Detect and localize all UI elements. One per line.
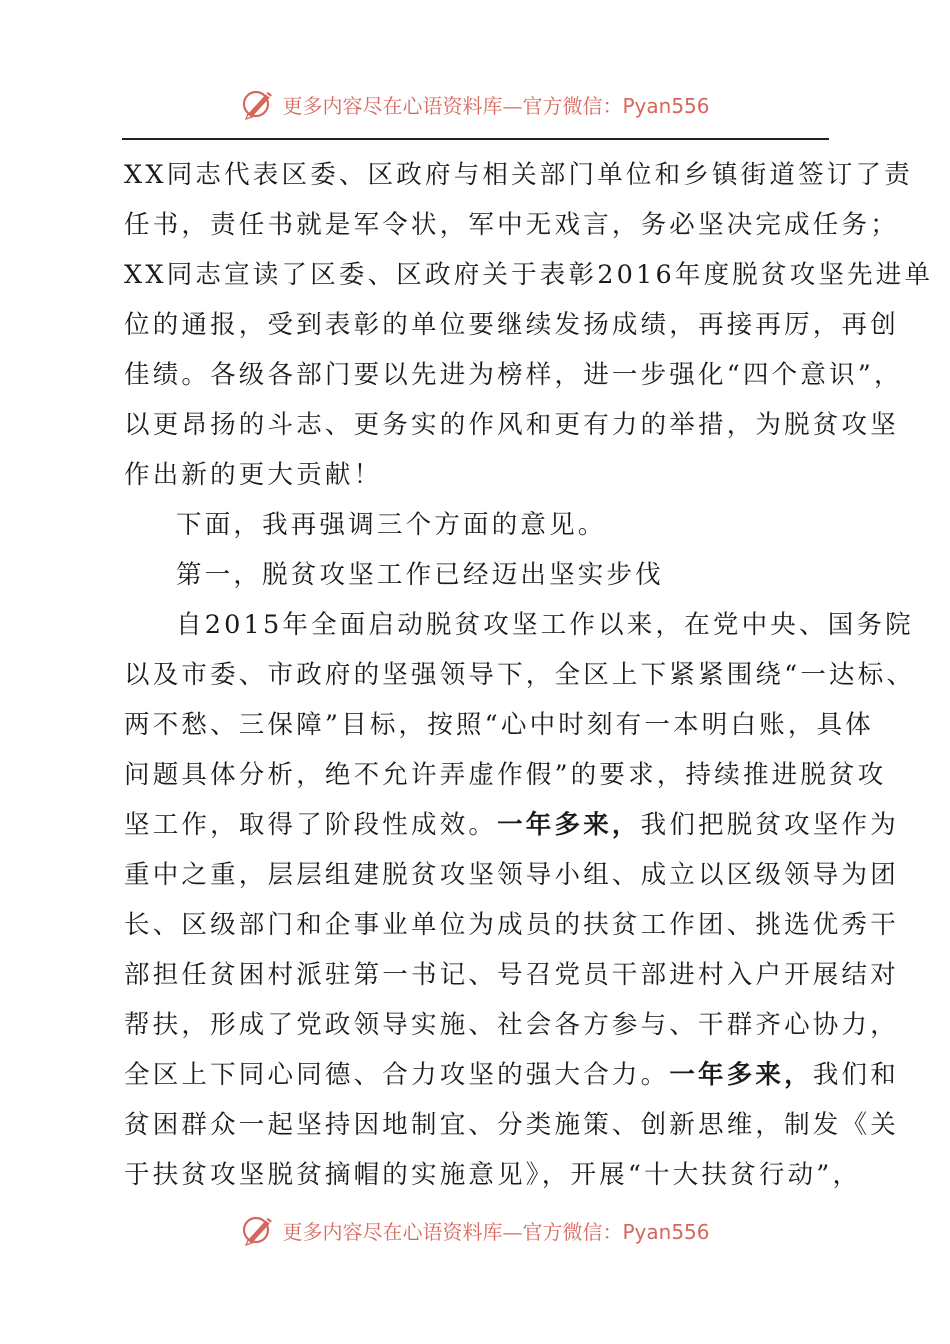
body-line: XX同志代表区委、区政府与相关部门单位和乡镇街道签订了责 xyxy=(124,160,913,190)
body-line: 长、区级部门和企事业单位为成员的扶贫工作团、挑选优秀干 xyxy=(124,910,899,940)
bold-lead-phrase: 一年多来， xyxy=(669,1060,813,1090)
footer-banner-text xyxy=(282,1216,709,1245)
footer-banner-label: 更多内容尽在心语资料库—官方微信： xyxy=(282,1219,623,1244)
document-body xyxy=(124,150,934,1200)
body-line: 部担任贫困村派驻第一书记、号召党员干部进村入户开展结对 xyxy=(124,960,899,990)
paragraph-intro: 下面，我再强调三个方面的意见。 xyxy=(176,510,607,540)
body-text: 全区上下同心同德、合力攻坚的强大合力。 xyxy=(124,1060,670,1090)
body-line: 作出新的更大贡献！ xyxy=(124,460,383,490)
body-line xyxy=(124,800,899,850)
body-line: 于扶贫攻坚脱贫摘帽的实施意见》，开展“十大扶贫行动”， xyxy=(124,1160,862,1190)
header-banner-text xyxy=(282,90,709,119)
bold-lead-phrase: 一年多来， xyxy=(497,810,641,840)
body-line: 两不愁、三保障”目标，按照“心中时刻有一本明白账，具体 xyxy=(124,710,874,740)
body-line: 位的通报，受到表彰的单位要继续发扬成绩，再接再厉，再创 xyxy=(124,310,899,340)
header-wechat-handle: Pyan556 xyxy=(622,93,710,118)
body-line: 重中之重，层层组建脱贫攻坚领导小组、成立以区级领导为团 xyxy=(124,860,899,890)
body-line: 贫困群众一起坚持因地制宜、分类施策、创新思维，制发《关 xyxy=(124,1110,899,1140)
body-line: 帮扶，形成了党政领导实施、社会各方参与、干群齐心协力， xyxy=(124,1010,899,1040)
body-line: 以更昂扬的斗志、更务实的作风和更有力的举措，为脱贫攻坚 xyxy=(124,410,899,440)
body-line: 佳绩。各级各部门要以先进为榜样，进一步强化“四个意识”， xyxy=(124,360,903,390)
body-line: 问题具体分析，绝不允许弄虚作假”的要求，持续推进脱贫攻 xyxy=(124,760,887,790)
body-text: 我们和 xyxy=(812,1060,899,1090)
page-header xyxy=(0,82,950,126)
header-divider xyxy=(122,138,829,140)
header-banner-label: 更多内容尽在心语资料库—官方微信： xyxy=(282,93,623,118)
header-banner xyxy=(240,86,709,122)
footer-banner xyxy=(240,1212,709,1248)
body-line: 以及市委、市政府的坚强领导下，全区上下紧紧围绕“一达标、 xyxy=(124,660,916,690)
body-line: XX同志宣读了区委、区政府关于表彰2016年度脱贫攻坚先进单 xyxy=(124,260,934,290)
page-footer xyxy=(0,1208,950,1252)
body-text: 我们把脱贫攻坚作为 xyxy=(640,810,899,840)
footer-wechat-handle: Pyan556 xyxy=(622,1219,710,1244)
body-line: 自2015年全面启动脱贫攻坚工作以来，在党中央、国务院 xyxy=(176,610,914,640)
pen-logo-icon xyxy=(240,86,276,122)
body-line: 任书，责任书就是军令状，军中无戏言，务必坚决完成任务； xyxy=(124,210,899,240)
body-line xyxy=(124,1050,899,1100)
body-text: 坚工作，取得了阶段性成效。 xyxy=(124,810,498,840)
section-heading: 第一，脱贫攻坚工作已经迈出坚实步伐 xyxy=(176,560,664,590)
pen-logo-icon xyxy=(240,1212,276,1248)
